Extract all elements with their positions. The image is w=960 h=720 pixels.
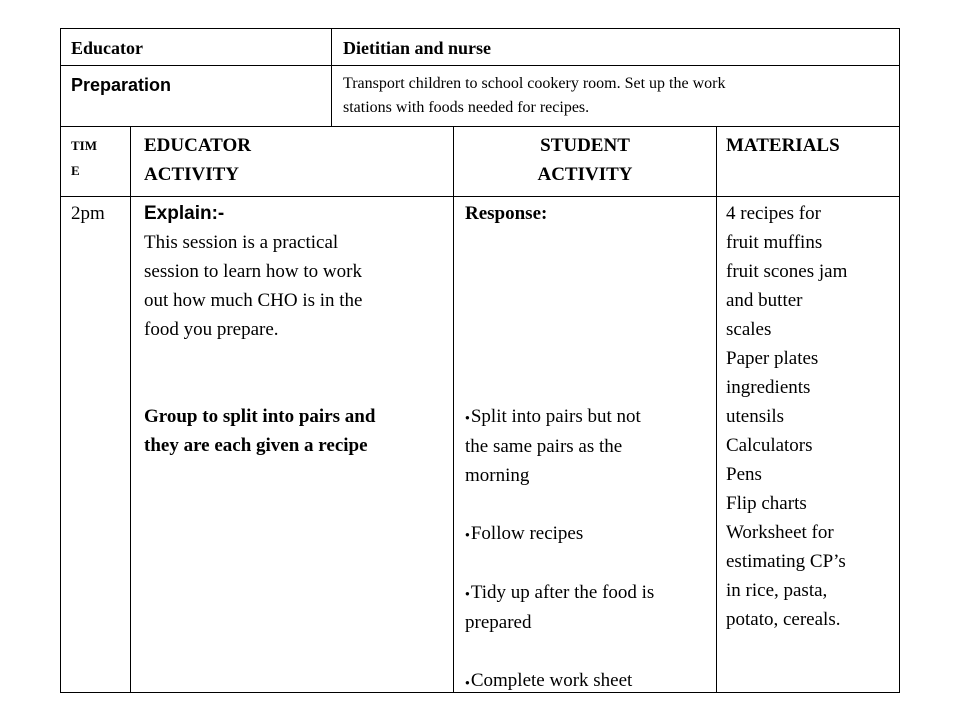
materials-line: scales — [726, 319, 772, 340]
table-border-left — [60, 28, 61, 693]
educator-label: Educator — [71, 38, 143, 58]
educator-bold-line: Group to split into pairs and — [144, 406, 376, 427]
spacer — [465, 286, 713, 315]
educator-line: session to learn how to work — [144, 261, 362, 282]
educator-line: food you prepare. — [144, 319, 279, 340]
spacer — [465, 373, 713, 402]
col-header-student-1: STUDENT — [540, 135, 630, 156]
educator-heading: Explain:- — [144, 203, 225, 224]
col-header-educator-2: ACTIVITY — [144, 164, 240, 185]
spacer — [144, 344, 450, 373]
row-divider-2 — [60, 126, 900, 127]
row-divider-1 — [60, 65, 900, 66]
col-header-time-2: E — [71, 163, 80, 178]
student-bullet-item: ●Tidy up after the food is — [465, 582, 655, 604]
materials-line: in rice, pasta, — [726, 580, 828, 601]
materials-line: potato, cereals. — [726, 609, 841, 630]
col-header-student-2: ACTIVITY — [537, 164, 633, 185]
materials-line: fruit scones jam — [726, 261, 848, 282]
spacer — [465, 228, 713, 257]
materials-cell — [726, 199, 898, 634]
table-border-top — [60, 28, 900, 29]
materials-line: Worksheet for — [726, 522, 834, 543]
spacer — [465, 490, 713, 519]
materials-line: fruit muffins — [726, 232, 823, 253]
bullet-icon: ● — [465, 530, 470, 540]
spacer — [465, 315, 713, 344]
student-activity-cell — [465, 199, 713, 697]
educator-activity-cell — [144, 199, 450, 460]
preparation-label: Preparation — [71, 75, 172, 95]
materials-line: Calculators — [726, 435, 813, 456]
student-bullet-item: ●Follow recipes — [465, 523, 584, 545]
materials-line: Pens — [726, 464, 762, 485]
materials-line: Flip charts — [726, 493, 807, 514]
row-time: 2pm — [71, 203, 105, 224]
bullet-icon: ● — [465, 589, 470, 599]
materials-line: Paper plates — [726, 348, 819, 369]
preparation-line-1: Transport children to school cookery room. Set up the work — [343, 75, 726, 92]
materials-line: 4 recipes for — [726, 203, 821, 224]
materials-line: and butter — [726, 290, 803, 311]
spacer — [465, 549, 713, 578]
student-line: the same pairs as the — [465, 436, 623, 458]
materials-line: utensils — [726, 406, 785, 427]
educator-line: out how much CHO is in the — [144, 290, 363, 311]
preparation-line-2: stations with foods needed for recipes. — [343, 99, 590, 116]
col-header-time-1: TIM — [71, 138, 97, 153]
row-divider-3 — [60, 196, 900, 197]
educator-line: This session is a practical — [144, 232, 339, 253]
col-header-materials: MATERIALS — [726, 135, 840, 156]
bullet-icon: ● — [465, 413, 470, 423]
col-divider-educator — [453, 126, 454, 693]
student-bullet-item: ●Complete work sheet — [465, 670, 633, 692]
spacer — [465, 637, 713, 666]
bullet-icon: ● — [465, 677, 470, 687]
col-divider-student — [716, 126, 717, 693]
header-col-divider — [331, 28, 332, 126]
spacer — [465, 344, 713, 373]
spacer — [465, 257, 713, 286]
student-heading: Response: — [465, 203, 548, 224]
table-border-right — [899, 28, 900, 693]
spacer — [144, 373, 450, 402]
col-header-educator-1: EDUCATOR — [144, 135, 251, 156]
materials-line: estimating CP’s — [726, 551, 846, 572]
student-bullet-item: ●Split into pairs but not — [465, 406, 641, 427]
educator-bold-line: they are each given a recipe — [144, 435, 368, 456]
educator-value: Dietitian and nurse — [343, 38, 492, 58]
col-divider-time — [130, 126, 131, 693]
materials-line: ingredients — [726, 377, 811, 398]
student-line: prepared — [465, 612, 532, 634]
student-line: morning — [465, 465, 530, 487]
